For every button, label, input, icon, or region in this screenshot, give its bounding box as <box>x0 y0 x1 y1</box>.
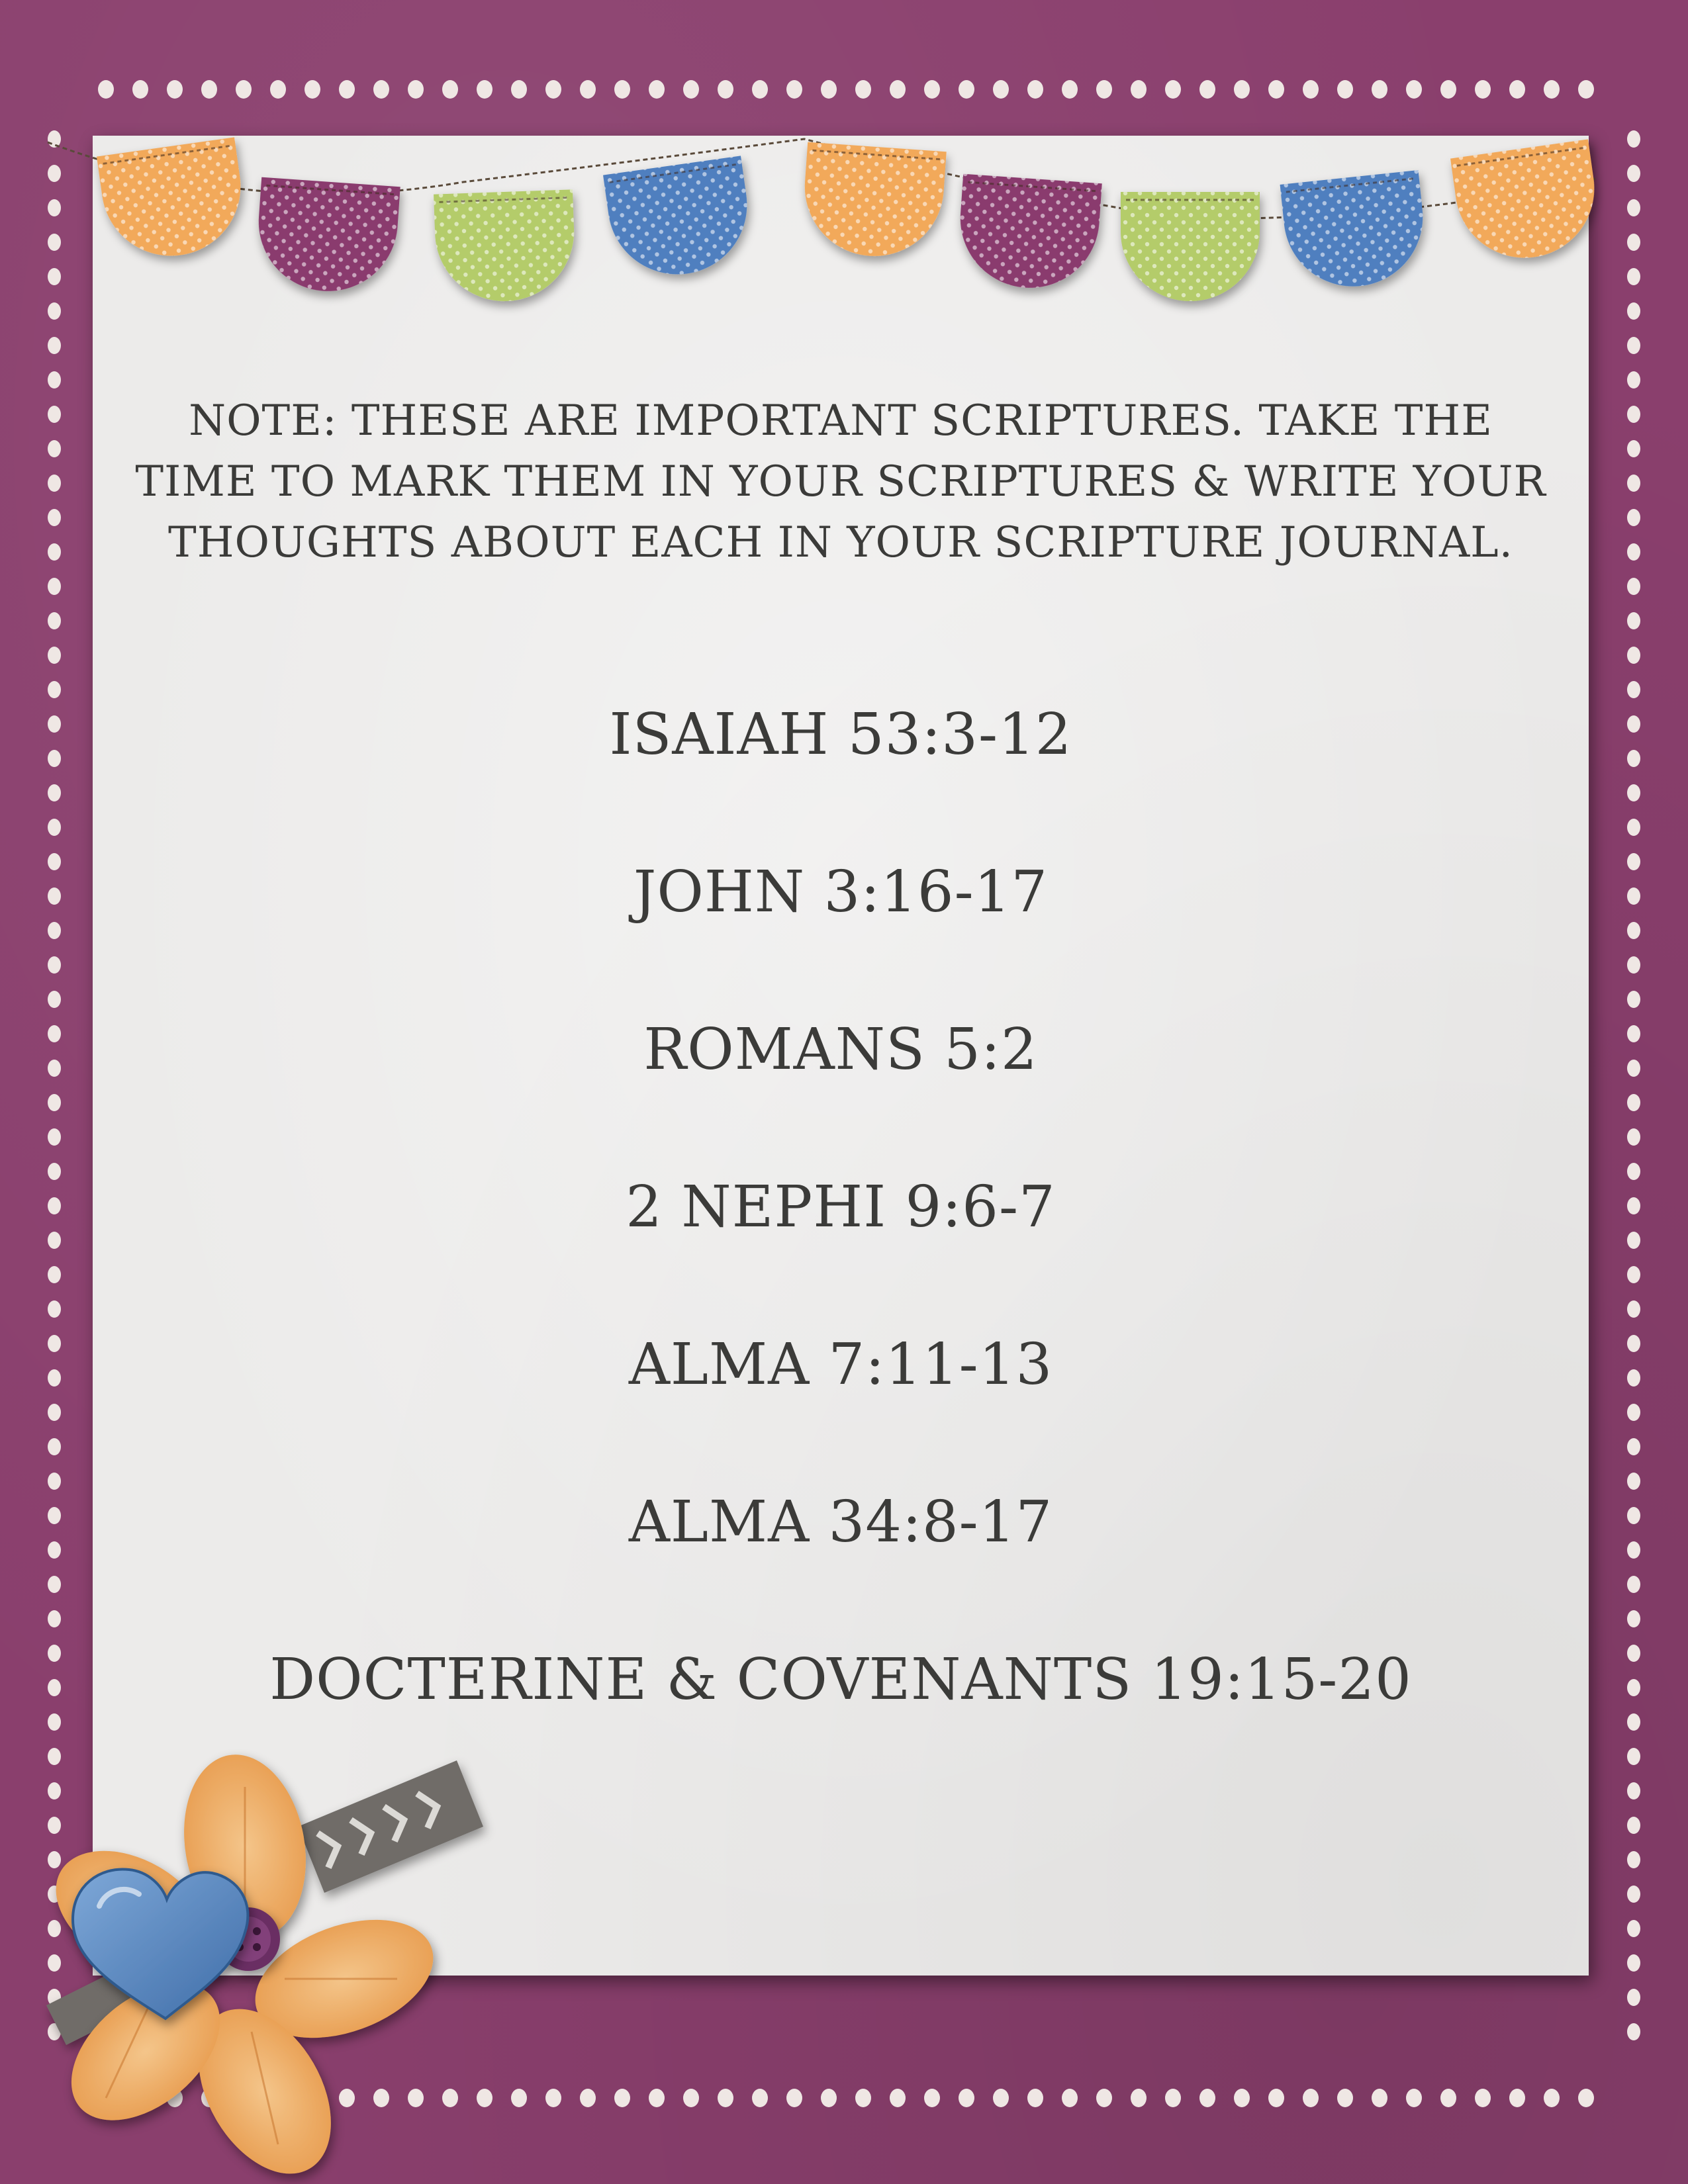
border-dot <box>48 750 61 767</box>
border-dot <box>993 2089 1009 2107</box>
border-dot <box>48 1610 61 1627</box>
border-dot <box>48 337 61 354</box>
border-dot <box>48 1438 61 1455</box>
scripture-item: ROMANS 5:2 <box>643 1017 1038 1083</box>
border-dot <box>1627 337 1640 354</box>
border-dot <box>1627 819 1640 836</box>
border-dot <box>1627 1782 1640 1799</box>
pennant-flag <box>800 142 947 261</box>
note-text: NOTE: THESE ARE IMPORTANT SCRIPTURES. TAKE THE TIME TO MARK THEM IN YOUR SCRIPTURES & WRITE YOUR THOUGHTS ABOUT EACH IN YOUR SCRIPTURE JOURNAL. <box>135 396 1546 567</box>
border-dot <box>1627 1851 1640 1868</box>
border-dot <box>890 2089 906 2107</box>
border-dot <box>1627 543 1640 561</box>
border-dot <box>1062 2089 1078 2107</box>
border-dot <box>1509 2089 1525 2107</box>
border-dot <box>48 819 61 836</box>
border-dot <box>48 578 61 595</box>
border-dot <box>1627 1094 1640 1111</box>
scripture-item: ISAIAH 53:3-12 <box>609 702 1072 768</box>
border-dot <box>1627 887 1640 905</box>
border-dot <box>1627 681 1640 698</box>
border-dot <box>1406 2089 1422 2107</box>
border-dot <box>236 2089 252 2107</box>
border-dot <box>442 2089 458 2107</box>
scripture-item: JOHN 3:16-17 <box>633 859 1049 925</box>
pennant-flag <box>434 189 577 303</box>
border-dot <box>1627 991 1640 1008</box>
border-dot <box>48 887 61 905</box>
border-dot <box>167 2089 183 2107</box>
border-dot <box>1627 1920 1640 1937</box>
border-dot <box>305 2089 320 2107</box>
border-dot <box>1627 1886 1640 1903</box>
border-dot <box>48 1266 61 1283</box>
border-dot <box>1303 2089 1319 2107</box>
border-dot <box>48 371 61 388</box>
border-dot <box>1578 2089 1594 2107</box>
border-dot <box>48 922 61 939</box>
border-dot <box>1268 2089 1284 2107</box>
border-dot <box>48 509 61 526</box>
border-dot <box>1627 1541 1640 1559</box>
border-dot <box>1627 1025 1640 1042</box>
pennant-flag <box>97 137 250 265</box>
border-dot <box>1199 2089 1215 2107</box>
border-dot <box>48 991 61 1008</box>
border-dot <box>48 1541 61 1559</box>
border-dot <box>924 2089 940 2107</box>
border-dot <box>1544 2089 1560 2107</box>
border-dot <box>1627 1473 1640 1490</box>
border-dot <box>1627 475 1640 492</box>
border-dot <box>48 1748 61 1765</box>
border-dot <box>683 2089 699 2107</box>
border-dot <box>855 2089 871 2107</box>
border-dot <box>959 2089 974 2107</box>
border-dot <box>511 2089 527 2107</box>
border-dot <box>821 2089 837 2107</box>
border-dot <box>1627 612 1640 629</box>
border-dot <box>1627 440 1640 457</box>
border-dot <box>1096 2089 1112 2107</box>
border-dot <box>1627 1989 1640 2006</box>
border-dot <box>1627 1610 1640 1627</box>
pennant-flag <box>1280 170 1430 293</box>
border-dot <box>614 2089 630 2107</box>
scripture-list <box>93 702 1589 1804</box>
border-dot <box>48 1851 61 1868</box>
border-dot <box>48 1954 61 1972</box>
pennant-flag <box>1450 139 1603 267</box>
border-dot <box>1627 853 1640 870</box>
border-dot <box>1627 1645 1640 1662</box>
border-dot <box>1627 578 1640 595</box>
border-dot <box>649 2089 665 2107</box>
border-dot <box>48 1300 61 1318</box>
border-dot <box>339 2089 355 2107</box>
border-dot <box>132 2089 148 2107</box>
border-dot <box>1627 956 1640 974</box>
border-dot <box>1027 2089 1043 2107</box>
border-dot <box>98 2089 114 2107</box>
border-dot <box>48 612 61 629</box>
border-dot <box>1627 1713 1640 1731</box>
border-dot <box>48 1197 61 1214</box>
pennant-flag <box>603 156 756 283</box>
border-dot <box>1627 1438 1640 1455</box>
border-dot <box>373 2089 389 2107</box>
border-dot <box>1627 922 1640 939</box>
border-dot <box>48 1369 61 1387</box>
border-dot <box>1627 1817 1640 1834</box>
border-dot <box>1627 1576 1640 1593</box>
border-dot <box>48 1128 61 1146</box>
border-dot <box>48 440 61 457</box>
bunting-banner <box>0 0 1688 318</box>
scripture-item: ALMA 34:8-17 <box>628 1489 1053 1555</box>
border-dot <box>48 1989 61 2006</box>
border-dot <box>48 853 61 870</box>
pennant-flag <box>1121 192 1260 301</box>
border-dot <box>718 2089 733 2107</box>
border-dot <box>48 1817 61 1834</box>
border-dot <box>48 1645 61 1662</box>
border-dot <box>1627 1335 1640 1352</box>
border-dot <box>201 2089 217 2107</box>
border-dot <box>1627 2023 1640 2040</box>
border-dot <box>1627 1060 1640 1077</box>
pennant-flag <box>956 174 1102 293</box>
border-dot <box>48 1713 61 1731</box>
border-dot <box>48 1886 61 1903</box>
border-dot <box>1440 2089 1456 2107</box>
border-dot <box>48 1473 61 1490</box>
border-dot <box>1627 509 1640 526</box>
border-dot <box>48 956 61 974</box>
border-dot <box>1475 2089 1491 2107</box>
scripture-item: ALMA 7:11-13 <box>628 1332 1053 1398</box>
border-dot <box>1627 647 1640 664</box>
border-dot <box>48 543 61 561</box>
border-dot <box>1627 750 1640 767</box>
border-dot <box>1627 1954 1640 1972</box>
border-dot <box>477 2089 492 2107</box>
pennant-flag <box>254 177 400 296</box>
border-dot <box>1131 2089 1147 2107</box>
border-dot <box>408 2089 424 2107</box>
border-dot <box>1337 2089 1353 2107</box>
border-dot <box>1372 2089 1387 2107</box>
border-dot <box>48 1163 61 1180</box>
border-dot <box>48 715 61 733</box>
border-dot <box>48 1920 61 1937</box>
border-dot <box>270 2089 286 2107</box>
border-dot <box>48 1576 61 1593</box>
border-dot <box>580 2089 596 2107</box>
border-dot <box>1627 1369 1640 1387</box>
border-dot <box>48 681 61 698</box>
border-dot <box>1627 784 1640 801</box>
border-dot <box>48 647 61 664</box>
border-dot <box>1234 2089 1250 2107</box>
border-dot <box>48 1507 61 1524</box>
border-dot <box>1627 1197 1640 1214</box>
border-dot <box>1627 1404 1640 1421</box>
border-dot <box>1627 1507 1640 1524</box>
border-dot <box>1627 1300 1640 1318</box>
border-dot <box>48 475 61 492</box>
border-dot <box>48 1679 61 1696</box>
border-dot <box>1627 715 1640 733</box>
border-dot <box>48 1335 61 1352</box>
border-dot <box>545 2089 561 2107</box>
border-dot <box>1627 1128 1640 1146</box>
border-dot <box>1627 1266 1640 1283</box>
border-dot <box>48 784 61 801</box>
border-dot <box>1627 1163 1640 1180</box>
scripture-item: DOCTERINE & COVENANTS 19:15-20 <box>269 1647 1412 1713</box>
border-dot <box>48 1232 61 1249</box>
border-dot <box>752 2089 768 2107</box>
border-dot <box>786 2089 802 2107</box>
border-dot <box>48 1060 61 1077</box>
border-dot <box>48 2023 61 2040</box>
scripture-item: 2 NEPHI 9:6-7 <box>626 1174 1056 1240</box>
border-dot <box>48 1782 61 1799</box>
border-dot <box>1627 1748 1640 1765</box>
border-dot <box>1165 2089 1181 2107</box>
border-dot <box>1627 371 1640 388</box>
border-dot <box>48 1404 61 1421</box>
border-dot <box>1627 406 1640 423</box>
border-dot <box>1627 1232 1640 1249</box>
border-dot <box>1627 1679 1640 1696</box>
border-dot <box>48 1094 61 1111</box>
border-dot <box>48 406 61 423</box>
border-dot <box>48 1025 61 1042</box>
